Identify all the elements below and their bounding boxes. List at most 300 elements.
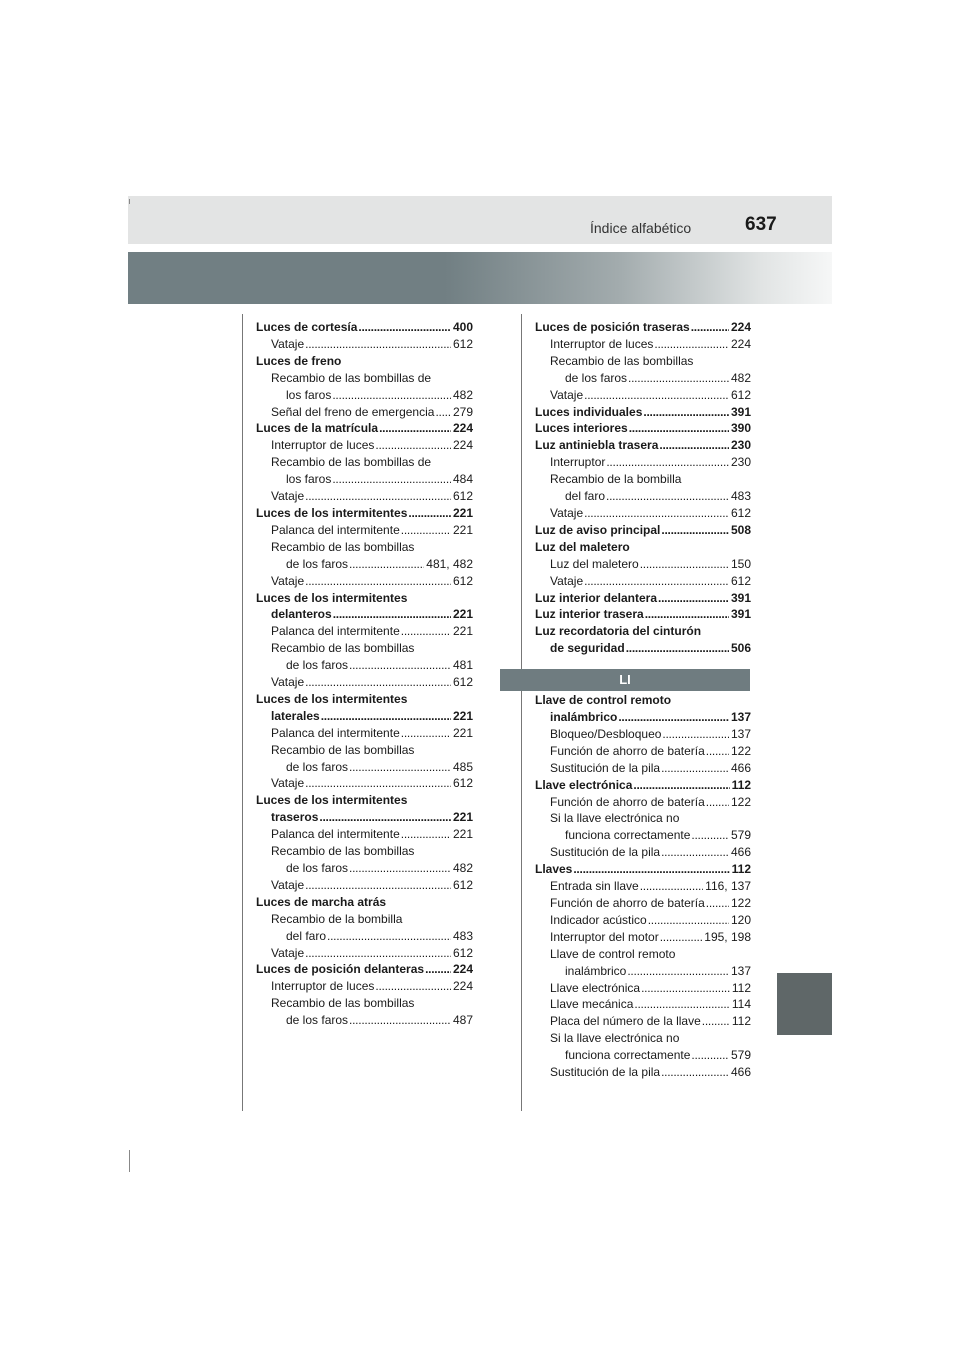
index-entry	[256, 708, 473, 725]
index-entry-page: 612	[452, 945, 473, 960]
index-entry-text: Llave electrónica	[550, 980, 641, 995]
index-entry	[256, 437, 473, 454]
index-entry	[535, 539, 751, 556]
chapter-thumb-tab	[777, 973, 832, 1035]
index-entry-text: Recambio de las bombillas	[271, 742, 415, 757]
index-entry-text: de los faros	[286, 556, 349, 571]
index-entry	[256, 505, 473, 522]
index-entry-page: 221	[452, 505, 473, 520]
dot-leader	[634, 996, 729, 1013]
dot-leader	[691, 319, 729, 336]
index-entry	[256, 319, 473, 336]
index-entry	[256, 404, 473, 421]
index-entry-text: Luces de los intermitentes	[256, 590, 408, 605]
index-entry	[535, 590, 751, 607]
index-entry-page: 116, 137	[705, 879, 751, 894]
dot-leader	[640, 878, 703, 895]
index-entry-text: del faro	[565, 489, 606, 504]
column-rule-left	[242, 314, 243, 1111]
index-entry-text: Señal del freno de emergencia	[271, 404, 435, 419]
index-entry-text: Sustitución de la pila	[550, 845, 661, 860]
dot-leader	[706, 895, 729, 912]
index-entry	[256, 454, 473, 471]
index-group-lu	[535, 319, 751, 657]
index-entry-page: 122	[730, 896, 751, 910]
index-entry-text: Palanca del intermitente	[271, 725, 400, 740]
index-entry-page: 230	[730, 455, 751, 470]
dot-leader	[401, 826, 451, 843]
index-entry-page: 224	[452, 438, 473, 453]
index-entry-page: 612	[452, 489, 473, 504]
index-entry-text: Llave electrónica	[535, 777, 633, 792]
index-entry	[535, 810, 751, 827]
index-entry	[256, 1012, 473, 1029]
index-entry-text: Recambio de las bombillas	[271, 844, 415, 859]
index-entry-page: 112	[731, 980, 751, 995]
index-entry	[535, 387, 751, 404]
index-entry-page: 482	[452, 861, 473, 875]
index-entry-page: 391	[730, 590, 751, 605]
index-entry-text: Interruptor de luces	[271, 979, 375, 994]
index-entry-text: Llave de control remoto	[535, 693, 672, 708]
index-entry-page: 120	[730, 912, 751, 927]
index-entry-text: Vataje	[271, 675, 305, 690]
index-entry-page: 230	[730, 438, 751, 453]
dot-leader	[633, 777, 729, 794]
index-entry-page: 122	[730, 794, 751, 809]
dot-leader	[645, 606, 729, 623]
index-entry	[535, 912, 751, 929]
index-entry-text: Luces de posición delanteras	[256, 962, 425, 977]
dot-leader	[648, 912, 729, 929]
dot-leader	[349, 556, 424, 573]
index-entry-page: 137	[730, 963, 751, 978]
index-entry-text: Sustitución de la pila	[550, 760, 661, 775]
index-entry-page: 485	[452, 759, 473, 774]
index-entry	[535, 1047, 751, 1064]
index-entry-page: 612	[452, 573, 473, 588]
dot-leader	[327, 928, 451, 945]
index-entry-text: traseros	[271, 810, 319, 825]
dot-leader	[349, 1012, 451, 1029]
page-title: Índice alfabético	[590, 220, 692, 236]
dot-leader	[661, 760, 729, 777]
index-entry-page: 484	[452, 472, 473, 487]
index-entry-text: Vataje	[271, 945, 305, 960]
index-entry-text: Si la llave electrónica no	[550, 1031, 680, 1046]
dot-leader	[584, 387, 729, 404]
index-entry	[535, 929, 751, 946]
index-entry-text: los faros	[286, 472, 332, 487]
index-entry	[256, 640, 473, 657]
index-entry	[535, 1030, 751, 1047]
index-entry-page: 612	[452, 675, 473, 690]
index-entry-text: Luz recordatoria del cinturón	[535, 624, 702, 639]
index-entry	[256, 674, 473, 691]
index-entry-page: 112	[731, 777, 751, 792]
index-entry	[256, 894, 473, 911]
index-entry	[256, 877, 473, 894]
index-entry	[256, 370, 473, 387]
dot-leader	[606, 454, 729, 471]
index-entry-text: Placa del número de la llave	[550, 1014, 701, 1029]
index-entry	[256, 471, 473, 488]
index-entry	[256, 742, 473, 759]
index-entry-text: Interruptor de luces	[271, 438, 375, 453]
index-entry	[256, 725, 473, 742]
dot-leader	[408, 505, 451, 522]
header-gradient-band	[128, 252, 832, 304]
index-entry	[256, 353, 473, 370]
index-entry-text: Función de ahorro de batería	[550, 896, 705, 910]
index-entry-text: Recambio de las bombillas	[271, 641, 415, 656]
index-entry-text: Recambio de la bombilla	[550, 472, 682, 487]
index-entry-text: Vataje	[550, 505, 584, 520]
index-entry-text: Luces individuales	[535, 404, 643, 419]
index-entry-text: Interruptor	[550, 455, 606, 470]
dot-leader	[321, 708, 451, 725]
index-entry	[535, 640, 751, 657]
index-entry-page: 506	[730, 641, 751, 656]
index-entry-text: Interruptor del motor	[550, 929, 659, 944]
index-entry-text: de los faros	[565, 370, 628, 385]
dot-leader	[658, 590, 729, 607]
index-entry-text: funciona correctamente	[565, 1048, 691, 1063]
index-entry	[535, 437, 751, 454]
index-entry-text: Luces de los intermitentes	[256, 691, 408, 706]
index-entry	[535, 471, 751, 488]
index-entry-page: 224	[730, 320, 751, 334]
dot-leader	[628, 370, 729, 387]
index-entry-text: Luz antiniebla trasera	[535, 438, 659, 453]
index-entry-page: 391	[730, 404, 751, 419]
index-entry	[535, 895, 751, 912]
index-entry-text: Bloqueo/Desbloqueo	[550, 726, 662, 741]
index-entry	[256, 775, 473, 792]
index-entry-text: Vataje	[271, 877, 305, 892]
index-entry-text: Palanca del intermitente	[271, 624, 400, 639]
index-entry-text: Luz interior delantera	[535, 590, 658, 605]
dot-leader	[435, 404, 451, 421]
dot-leader	[375, 978, 451, 995]
index-entry-text: Vataje	[550, 573, 584, 588]
index-entry-page: 137	[730, 726, 751, 741]
index-entry	[535, 861, 751, 878]
section-heading-li: LI	[500, 669, 750, 691]
index-entry-text: los faros	[286, 387, 332, 402]
index-entry-page: 224	[452, 421, 473, 436]
index-entry-page: 579	[730, 1048, 751, 1063]
index-entry-page: 221	[452, 607, 473, 622]
index-entry-text: Luz del maletero	[535, 539, 630, 554]
index-entry	[256, 606, 473, 623]
index-entry	[535, 505, 751, 522]
dot-leader	[332, 387, 451, 404]
index-entry-text: Recambio de la bombilla	[271, 911, 403, 926]
index-entry-page: 466	[730, 1065, 751, 1080]
index-entry-text: Sustitución de la pila	[550, 1065, 661, 1080]
index-entry	[256, 420, 473, 437]
index-entry	[256, 691, 473, 708]
index-entry	[256, 387, 473, 404]
index-entry-text: inalámbrico	[565, 963, 627, 978]
index-entry-text: Función de ahorro de batería	[550, 743, 705, 758]
dot-leader	[401, 522, 451, 539]
index-entry	[256, 843, 473, 860]
index-entry-page: 224	[452, 962, 473, 977]
dot-leader	[349, 860, 451, 877]
dot-leader	[641, 980, 730, 997]
index-entry-page: 487	[452, 1013, 473, 1028]
index-entry-page: 279	[452, 404, 473, 419]
index-column-left	[256, 319, 473, 1029]
dot-leader	[660, 929, 703, 946]
index-entry-text: Llave mecánica	[550, 997, 634, 1012]
index-entry-page: 112	[731, 862, 751, 877]
index-entry-page: 466	[730, 845, 751, 860]
index-entry-page: 482	[730, 370, 751, 385]
index-entry	[256, 945, 473, 962]
index-entry	[535, 353, 751, 370]
dot-leader	[401, 623, 451, 640]
crop-mark	[129, 199, 130, 204]
dot-leader	[662, 726, 729, 743]
index-entry-text: Indicador acústico	[550, 912, 647, 927]
index-entry-page: 612	[452, 877, 473, 892]
index-entry-page: 114	[731, 997, 751, 1012]
index-entry-page: 483	[452, 928, 473, 943]
index-entry	[535, 777, 751, 794]
index-entry-text: de los faros	[286, 861, 349, 875]
index-entry	[256, 522, 473, 539]
dot-leader	[305, 945, 451, 962]
index-entry	[535, 743, 751, 760]
dot-leader	[305, 775, 451, 792]
index-entry-page: 508	[730, 522, 751, 537]
dot-leader	[332, 471, 451, 488]
dot-leader	[305, 488, 451, 505]
header-band	[128, 196, 832, 244]
dot-leader	[661, 522, 729, 539]
index-entry-page: 224	[730, 336, 751, 351]
dot-leader	[691, 1047, 729, 1064]
index-entry	[535, 319, 751, 336]
index-entry	[535, 963, 751, 980]
index-entry	[256, 928, 473, 945]
index-entry-page: 195, 198	[704, 929, 751, 944]
index-entry-page: 579	[730, 828, 751, 843]
dot-leader	[702, 1013, 730, 1030]
index-entry-text: Luces de los intermitentes	[256, 793, 408, 808]
dot-leader	[573, 861, 729, 878]
index-entry-text: Interruptor de luces	[550, 336, 654, 351]
index-entry	[256, 623, 473, 640]
index-entry	[535, 488, 751, 505]
index-entry-page: 612	[452, 776, 473, 791]
dot-leader	[706, 794, 729, 811]
dot-leader	[401, 725, 451, 742]
index-entry	[535, 420, 751, 437]
index-entry-page: 390	[730, 421, 751, 436]
index-entry-text: Entrada sin llave	[550, 879, 639, 894]
index-entry	[256, 657, 473, 674]
index-entry	[535, 726, 751, 743]
dot-leader	[333, 606, 451, 623]
index-entry	[535, 794, 751, 811]
index-entry-text: funciona correctamente	[565, 828, 691, 843]
index-entry	[535, 1013, 751, 1030]
index-entry	[535, 404, 751, 421]
index-entry	[256, 995, 473, 1012]
index-entry-page: 400	[452, 320, 473, 334]
index-entry-page: 612	[730, 573, 751, 588]
index-entry	[256, 978, 473, 995]
index-entry	[535, 623, 751, 640]
index-entry	[535, 1064, 751, 1081]
index-entry	[535, 760, 751, 777]
page-number: 637	[745, 214, 777, 235]
index-entry-page: 481	[452, 658, 473, 673]
index-entry-text: de los faros	[286, 658, 349, 673]
index-entry-page: 612	[452, 336, 473, 351]
dot-leader	[349, 759, 451, 776]
dot-leader	[627, 963, 729, 980]
index-entry-text: delanteros	[271, 607, 332, 622]
index-entry-text: laterales	[271, 708, 320, 723]
dot-leader	[661, 844, 729, 861]
index-entry-page: 137	[730, 710, 751, 725]
dot-leader	[706, 743, 729, 760]
index-entry	[256, 911, 473, 928]
index-entry	[256, 961, 473, 978]
index-entry-text: Palanca del intermitente	[271, 522, 400, 537]
index-entry-text: Vataje	[550, 387, 584, 402]
index-entry	[256, 573, 473, 590]
index-entry-page: 122	[730, 743, 751, 758]
index-entry-text: Recambio de las bombillas	[550, 353, 694, 368]
index-entry-text: Vataje	[271, 336, 305, 351]
index-entry-text: Recambio de las bombillas	[271, 539, 415, 554]
dot-leader	[305, 336, 451, 353]
index-entry-text: del faro	[286, 928, 327, 943]
dot-leader	[643, 404, 729, 421]
index-entry-text: Luz del maletero	[550, 556, 639, 571]
dot-leader	[606, 488, 729, 505]
index-entry-page: 482	[452, 387, 473, 402]
index-entry-text: Luces de la matrícula	[256, 421, 379, 436]
index-entry-page: 466	[730, 760, 751, 775]
dot-leader	[305, 674, 451, 691]
index-entry-text: Luz de aviso principal	[535, 522, 661, 537]
index-entry	[256, 792, 473, 809]
index-entry-text: Luces de posición traseras	[535, 320, 690, 334]
index-entry	[535, 996, 751, 1013]
index-entry	[256, 826, 473, 843]
index-entry	[256, 336, 473, 353]
index-entry-text: Recambio de las bombillas de	[271, 370, 432, 385]
index-entry-text: Luces interiores	[535, 421, 628, 436]
index-entry	[535, 980, 751, 997]
index-entry-text: Palanca del intermitente	[271, 827, 400, 842]
crop-mark	[129, 1150, 130, 1172]
dot-leader	[654, 336, 729, 353]
dot-leader	[618, 709, 729, 726]
index-entry-text: de seguridad	[550, 641, 625, 656]
dot-leader	[691, 827, 729, 844]
index-entry	[535, 573, 751, 590]
index-entry-text: Luces de cortesía	[256, 320, 358, 334]
dot-leader	[629, 420, 729, 437]
index-entry-text: Vataje	[271, 573, 305, 588]
index-entry-text: Luces de freno	[256, 353, 342, 368]
index-entry-page: 112	[731, 1014, 751, 1029]
index-entry-page: 612	[730, 505, 751, 520]
index-entry-text: Vataje	[271, 489, 305, 504]
index-entry-page: 221	[452, 725, 473, 740]
index-entry-text: Recambio de las bombillas	[271, 996, 415, 1011]
index-entry-page: 221	[452, 810, 473, 825]
index-entry	[256, 759, 473, 776]
index-entry	[535, 844, 751, 861]
index-entry-page: 481, 482	[426, 556, 473, 571]
index-entry	[535, 878, 751, 895]
index-entry-text: Luces de los intermitentes	[256, 505, 408, 520]
index-entry	[535, 606, 751, 623]
index-entry-text: Llave de control remoto	[550, 946, 676, 961]
index-group-li	[535, 692, 751, 1081]
dot-leader	[319, 809, 451, 826]
index-entry	[535, 692, 751, 709]
dot-leader	[584, 505, 729, 522]
index-entry-page: 612	[730, 387, 751, 402]
index-entry	[535, 827, 751, 844]
index-entry-text: Luz interior trasera	[535, 607, 644, 622]
dot-leader	[626, 640, 729, 657]
index-entry	[535, 454, 751, 471]
dot-leader	[659, 437, 729, 454]
dot-leader	[640, 556, 729, 573]
index-entry-page: 221	[452, 708, 473, 723]
index-entry-page: 391	[730, 607, 751, 622]
index-entry-page: 150	[730, 556, 751, 571]
index-entry	[256, 590, 473, 607]
index-entry	[256, 860, 473, 877]
index-entry-text: Llaves	[535, 862, 573, 877]
index-entry-text: Recambio de las bombillas de	[271, 455, 432, 470]
index-entry	[535, 946, 751, 963]
index-entry	[256, 556, 473, 573]
index-entry-text: de los faros	[286, 1013, 349, 1028]
index-entry	[535, 336, 751, 353]
index-entry	[535, 522, 751, 539]
index-entry	[535, 370, 751, 387]
index-entry	[535, 709, 751, 726]
index-entry-text: de los faros	[286, 759, 349, 774]
index-entry	[535, 556, 751, 573]
dot-leader	[305, 573, 451, 590]
index-entry	[256, 809, 473, 826]
dot-leader	[584, 573, 729, 590]
index-entry	[256, 488, 473, 505]
dot-leader	[661, 1064, 729, 1081]
dot-leader	[358, 319, 451, 336]
index-entry-text: inalámbrico	[550, 710, 618, 725]
index-entry-page: 221	[452, 522, 473, 537]
index-entry-text: Vataje	[271, 776, 305, 791]
dot-leader	[349, 657, 451, 674]
index-entry-page: 224	[452, 979, 473, 994]
index-entry-text: Luces de marcha atrás	[256, 894, 387, 909]
